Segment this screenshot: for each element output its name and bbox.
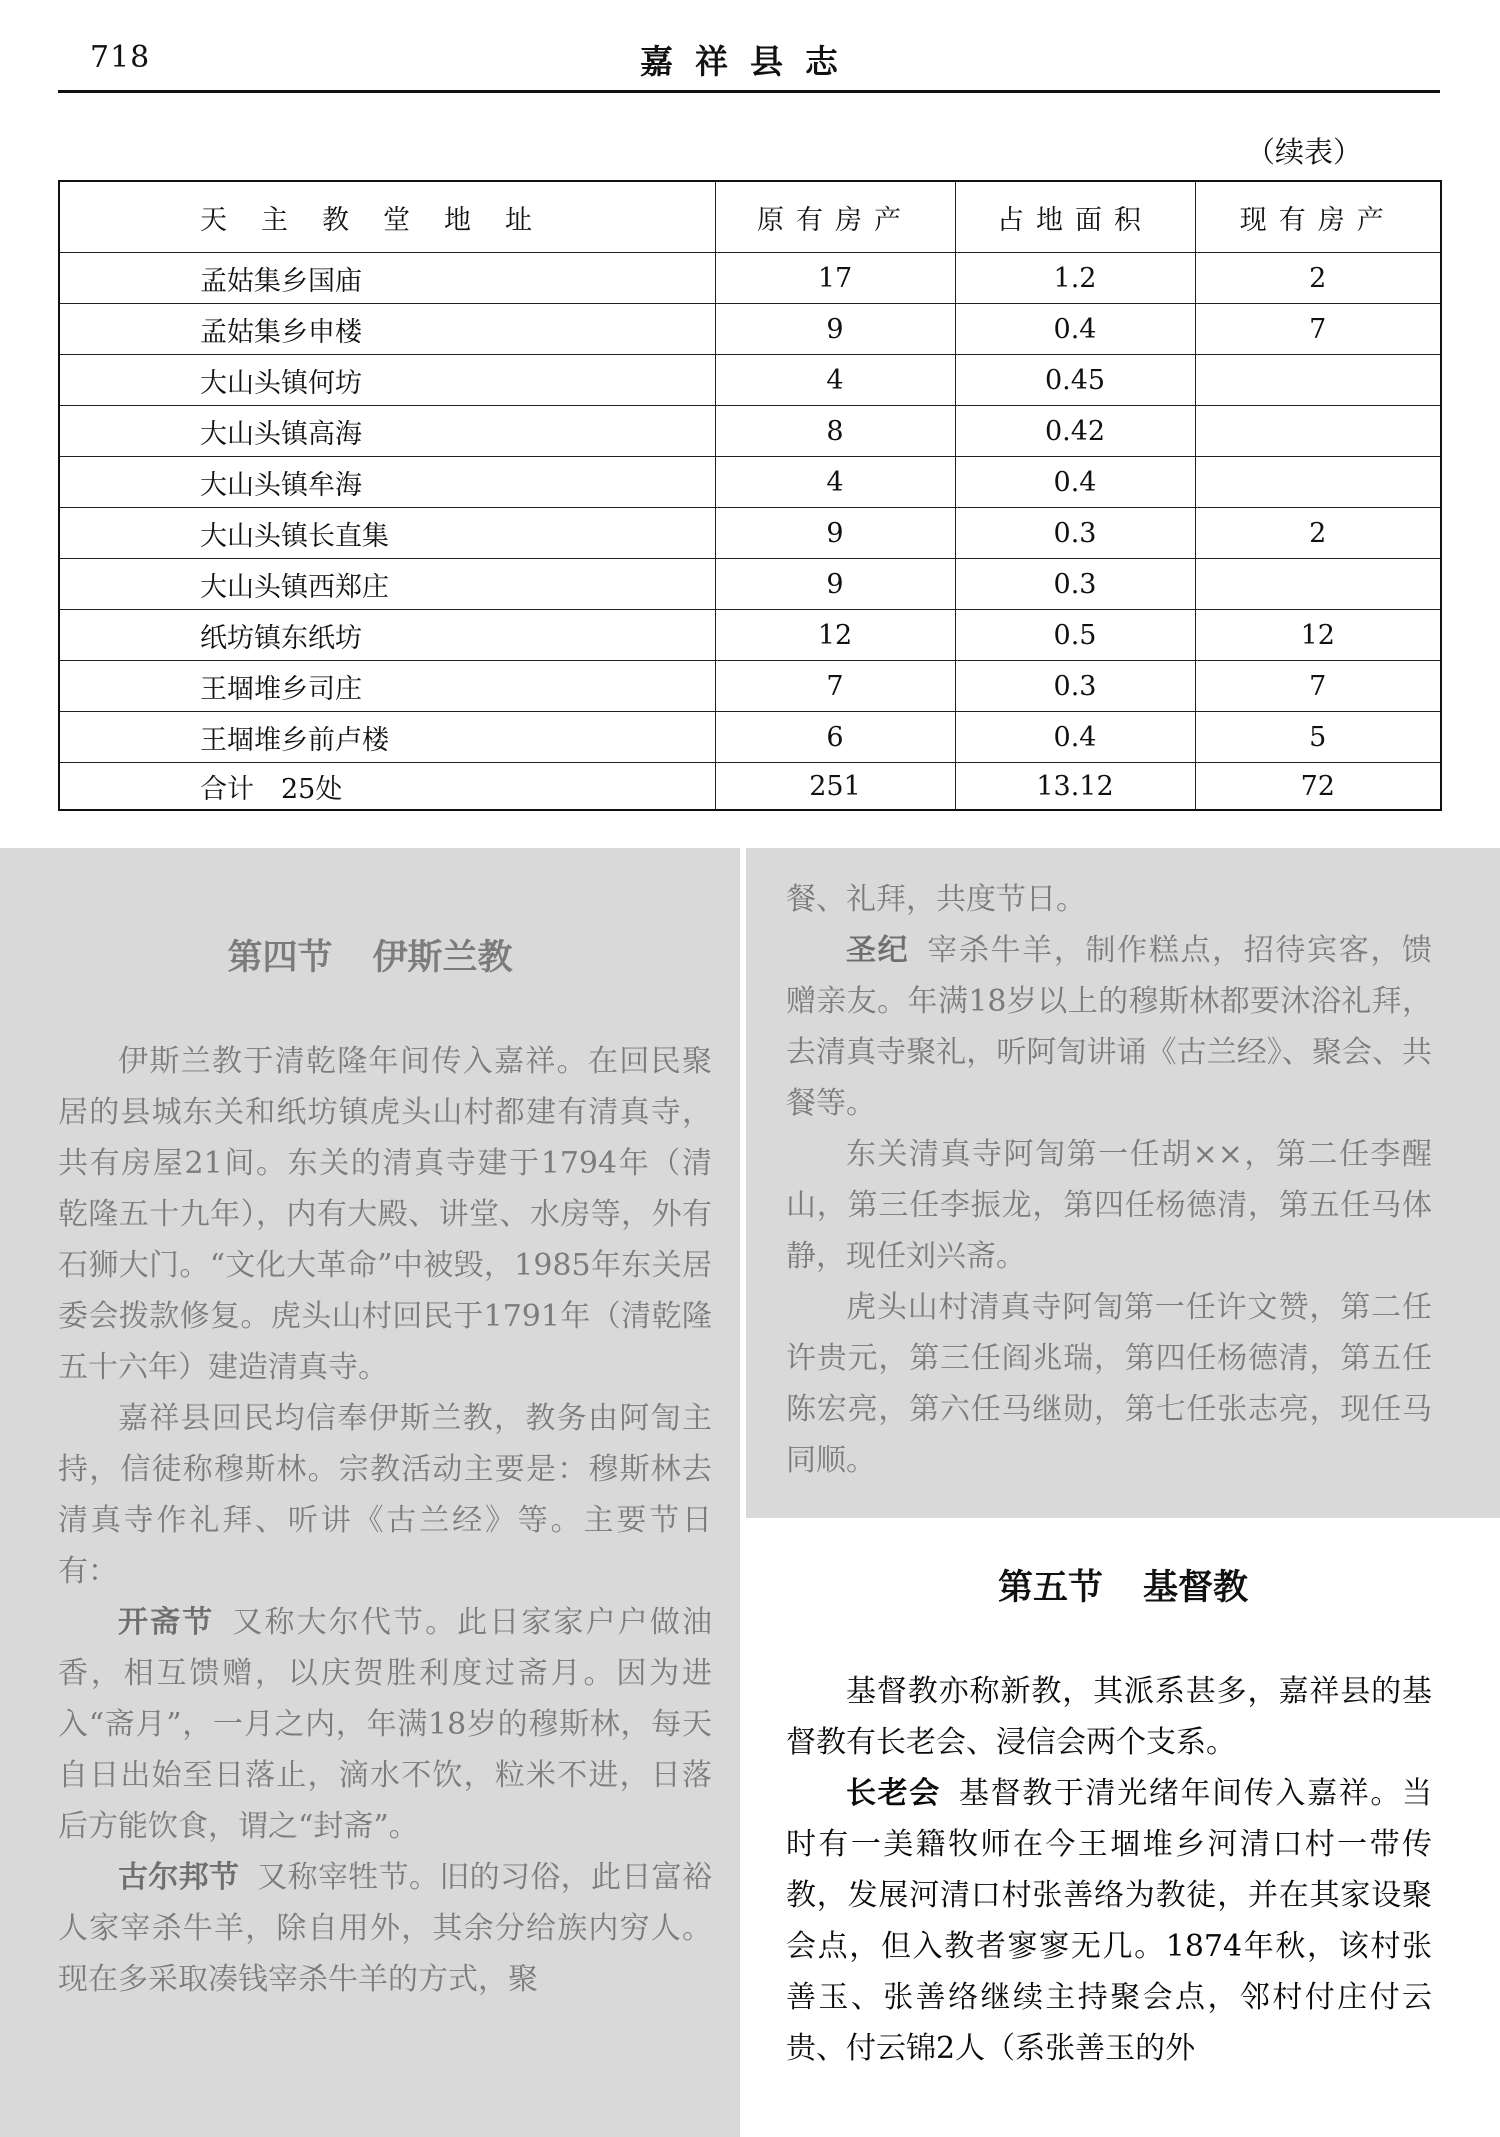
term-label: 圣纪 (846, 933, 910, 968)
table-cell: 孟姑集乡申楼 (59, 304, 715, 355)
table-row (59, 661, 1441, 712)
section5-name: 基督教 (1143, 1567, 1249, 1608)
table-cell: 0.4 (955, 457, 1195, 508)
column-header: 现有房产 (1195, 181, 1441, 253)
paragraph (786, 1768, 1432, 2074)
table-cell: 大山头镇长直集 (59, 508, 715, 559)
table-cell: 7 (715, 661, 955, 712)
table-cell: 大山头镇何坊 (59, 355, 715, 406)
column-header: 原有房产 (715, 181, 955, 253)
table-cell: 8 (715, 406, 955, 457)
table-cell: 0.3 (955, 508, 1195, 559)
column-header: 天主教堂地址 (59, 181, 715, 253)
paragraph-text: 基督教于清光绪年间传入嘉祥。当时有一美籍牧师在今王堌堆乡河清口村一带传教，发展河清口村张善络为教徒，并在其家设聚会点，但入教者寥寥无几。1874年秋，该村张善玉、张善络继续主持聚会点，邻村付庄付云贵、付云锦2人（系张善玉的外 (786, 1776, 1433, 2066)
church-property-table (58, 180, 1442, 811)
table-header-row (59, 181, 1441, 253)
paragraph: 虎头山村清真寺阿訇第一任许文赞，第二任许贵元，第三任阎兆瑞，第四任杨德清，第五任陈宏亮，第六任马继勋，第七任张志亮，现任马同顺。 (786, 1290, 1432, 1478)
table-cell: 大山头镇西郑庄 (59, 559, 715, 610)
table-row (59, 406, 1441, 457)
table-row (59, 355, 1441, 406)
page-header (0, 0, 1500, 100)
table-row (59, 457, 1441, 508)
table-cell: 13.12 (955, 763, 1195, 811)
table-cell: 王堌堆乡司庄 (59, 661, 715, 712)
term-label: 开斋节 (118, 1605, 215, 1640)
table-cell: 9 (715, 559, 955, 610)
table-cell: 251 (715, 763, 955, 811)
paragraph: 嘉祥县回民均信奉伊斯兰教，教务由阿訇主持，信徒称穆斯林。宗教活动主要是：穆斯林去清真寺作礼拜、听讲《古兰经》等。主要节日有： (58, 1401, 712, 1589)
paragraph (58, 1597, 712, 1852)
table-row (59, 253, 1441, 304)
table-cell: 9 (715, 304, 955, 355)
table-cell: 4 (715, 457, 955, 508)
paragraph: 东关清真寺阿訇第一任胡××，第二任李醒山，第三任李振龙，第四任杨德清，第五任马体静，现任刘兴斋。 (786, 1137, 1432, 1274)
table-cell: 0.4 (955, 712, 1195, 763)
table-row (59, 508, 1441, 559)
table-cell (1195, 559, 1441, 610)
right-column-lower (786, 1666, 1432, 2074)
paragraph: 餐、礼拜，共度节日。 (786, 882, 1086, 917)
table-cell: 1.2 (955, 253, 1195, 304)
table-cell: 5 (1195, 712, 1441, 763)
table-cell: 合计 25处 (59, 763, 715, 811)
table-cell: 2 (1195, 253, 1441, 304)
table-total-row (59, 763, 1441, 811)
paragraph-text: 又称大尔代节。此日家家户户做油香，相互馈赠，以庆贺胜利度过斋月。因为进入“斋月”，一月之内，年满18岁的穆斯林，每天自日出始至日落止，滴水不饮，粒米不进，日落后方能饮食，谓之“封斋”。 (58, 1605, 713, 1844)
paragraph-text: 又称宰牲节。旧的习俗，此日富裕人家宰杀牛羊，除自用外，其余分给族内穷人。现在多采取凑钱宰杀牛羊的方式，聚 (58, 1860, 713, 1997)
table-cell: 7 (1195, 661, 1441, 712)
section4-name: 伊斯兰教 (372, 937, 513, 978)
table-cell: 6 (715, 712, 955, 763)
table-row (59, 559, 1441, 610)
table-cell: 大山头镇高海 (59, 406, 715, 457)
paragraph-text: 宰杀牛羊，制作糕点，招待宾客，馈赠亲友。年满18岁以上的穆斯林都要沐浴礼拜，去清真寺聚礼，听阿訇讲诵《古兰经》、聚会、共餐等。 (786, 933, 1433, 1121)
table-cell: 0.3 (955, 559, 1195, 610)
term-label: 古尔邦节 (118, 1860, 240, 1895)
column-header: 占地面积 (955, 181, 1195, 253)
paragraph (58, 1852, 712, 2005)
section4-number: 第四节 (227, 937, 333, 978)
right-column-upper (786, 874, 1432, 1486)
table-cell (1195, 406, 1441, 457)
table-cell: 2 (1195, 508, 1441, 559)
table-cell: 4 (715, 355, 955, 406)
table-cell: 王堌堆乡前卢楼 (59, 712, 715, 763)
table-row (59, 712, 1441, 763)
section5-title (746, 1560, 1500, 1610)
page-number: 718 (90, 40, 151, 75)
table-cell: 0.5 (955, 610, 1195, 661)
section5-number: 第五节 (997, 1567, 1103, 1608)
table-cell: 17 (715, 253, 955, 304)
table-cell: 12 (1195, 610, 1441, 661)
table-cell (1195, 355, 1441, 406)
left-column (58, 1036, 712, 2005)
paragraph (786, 925, 1432, 1129)
table-cell: 9 (715, 508, 955, 559)
section4-title (0, 930, 740, 980)
table-cell: 孟姑集乡国庙 (59, 253, 715, 304)
table-cell: 12 (715, 610, 955, 661)
header-rule (58, 90, 1440, 93)
term-label: 长老会 (846, 1776, 941, 1811)
table-continued-label: （续表） (1246, 135, 1363, 169)
table-cell: 纸坊镇东纸坊 (59, 610, 715, 661)
table-cell: 0.4 (955, 304, 1195, 355)
table-cell: 72 (1195, 763, 1441, 811)
table-cell: 0.42 (955, 406, 1195, 457)
table-row (59, 610, 1441, 661)
book-title: 嘉祥县志 (640, 42, 860, 81)
table-row (59, 304, 1441, 355)
table-cell: 7 (1195, 304, 1441, 355)
table-cell: 0.3 (955, 661, 1195, 712)
table-cell: 大山头镇牟海 (59, 457, 715, 508)
paragraph: 基督教亦称新教，其派系甚多，嘉祥县的基督教有长老会、浸信会两个支系。 (786, 1674, 1432, 1760)
paragraph: 伊斯兰教于清乾隆年间传入嘉祥。在回民聚居的县城东关和纸坊镇虎头山村都建有清真寺，共有房屋21间。东关的清真寺建于1794年（清乾隆五十九年），内有大殿、讲堂、水房等，外有石狮大门。“文化大革命”中被毁，1985年东关居委会拨款修复。虎头山村回民于1791年（清乾隆五十六年）建造清真寺。 (58, 1044, 712, 1385)
table-cell: 0.45 (955, 355, 1195, 406)
table-cell (1195, 457, 1441, 508)
